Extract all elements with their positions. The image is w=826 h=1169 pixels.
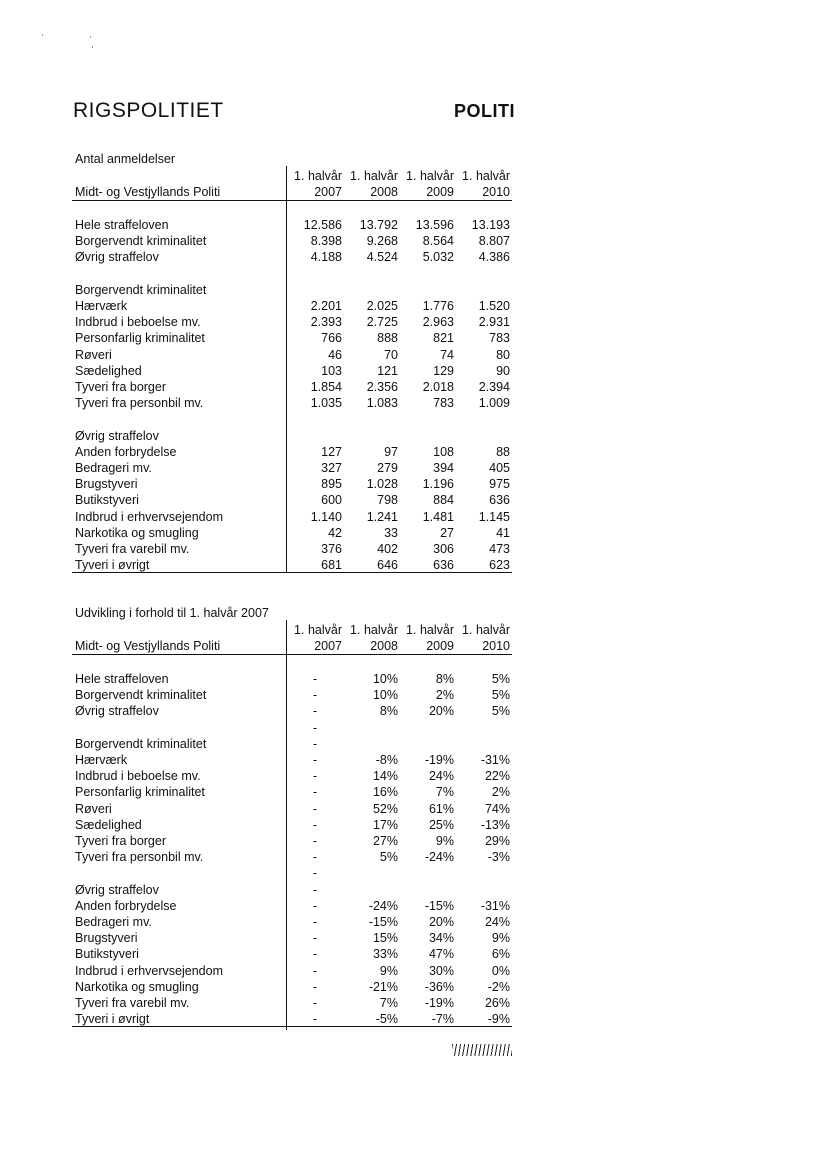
row-value: 15% (372, 931, 398, 946)
row-value: 74% (484, 801, 510, 816)
column-header-year: 2010 (482, 185, 510, 199)
row-label: Borgervendt kriminalitet (75, 736, 207, 751)
row-value: 884 (433, 493, 454, 508)
table-row (72, 428, 512, 444)
table-row (72, 946, 512, 962)
row-value: 42 (328, 525, 342, 540)
table-row (72, 249, 512, 265)
row-value: 1.083 (366, 396, 398, 411)
row-value: 108 (433, 444, 454, 459)
region-name: Midt- og Vestjyllands Politi (75, 639, 221, 653)
column-header-line1: 1. halvår (462, 623, 510, 637)
row-value: 14% (372, 769, 398, 784)
column-header-line1: 1. halvår (406, 169, 454, 183)
row-value: 2% (435, 688, 454, 703)
row-label: Borgervendt kriminalitet (75, 282, 207, 297)
row-value: -21% (368, 979, 398, 994)
table-row (72, 379, 512, 395)
row-value: 600 (321, 493, 342, 508)
row-label: Bedrageri mv. (75, 915, 152, 929)
table-row (72, 282, 512, 298)
row-label: Røveri (75, 801, 112, 816)
table-row (72, 703, 512, 719)
column-header-year: 2010 (482, 639, 510, 653)
header-rule (72, 654, 512, 655)
row-label: Borgervendt kriminalitet (75, 234, 207, 249)
row-value: 0% (491, 963, 510, 978)
row-value: 975 (489, 477, 510, 492)
table-row (72, 460, 512, 476)
row-value: -5% (375, 1012, 398, 1027)
column-header-line1: 1. halvår (462, 169, 510, 183)
table-row (72, 492, 512, 508)
row-value: 70 (384, 347, 398, 362)
row-value: 5% (379, 850, 398, 865)
table-row (72, 233, 512, 249)
row-value: - (312, 931, 318, 946)
row-value: - (312, 866, 318, 881)
table-row (72, 363, 512, 379)
row-label: Tyveri fra personbil mv. (75, 396, 204, 411)
row-value: 473 (489, 542, 510, 556)
row-value: 52% (372, 801, 398, 816)
row-value: 16% (372, 785, 398, 800)
row-value: -24% (424, 850, 454, 865)
row-value: 34% (428, 931, 454, 946)
row-label: Tyveri fra varebil mv. (75, 996, 190, 1010)
table-row (72, 217, 512, 233)
row-value: - (312, 720, 318, 735)
row-value: -7% (431, 1012, 454, 1027)
row-value: -31% (480, 753, 510, 767)
row-value: - (312, 898, 318, 913)
table-row (72, 687, 512, 703)
row-label: Butikstyveri (75, 947, 139, 962)
row-label: Narkotika og smugling (75, 979, 199, 994)
row-label: Brugstyveri (75, 477, 138, 492)
row-value: 10% (372, 688, 398, 703)
row-value: -15% (424, 898, 454, 913)
table-row (72, 849, 512, 865)
row-value: 8% (435, 672, 454, 686)
table-row (72, 898, 512, 914)
table-row (72, 411, 512, 427)
row-value: 783 (489, 331, 510, 346)
row-value: 7% (435, 785, 454, 800)
row-value: 5.032 (422, 250, 454, 265)
column-header-year: 2009 (426, 185, 454, 199)
row-label: Tyveri i øvrigt (75, 1012, 150, 1027)
row-value: -36% (424, 979, 454, 994)
row-value: 306 (433, 542, 454, 556)
row-value: 9% (435, 834, 454, 848)
table-row (72, 865, 512, 881)
politi-logo: POLITI (454, 101, 515, 121)
row-value: 1.196 (422, 477, 454, 492)
row-value: 90 (496, 363, 510, 378)
row-value: 5% (491, 672, 510, 686)
row-value: 26% (484, 996, 510, 1010)
table-row (72, 736, 512, 752)
row-label: Øvrig straffelov (75, 250, 159, 265)
row-value: 9% (379, 963, 398, 978)
row-value: 2.725 (366, 315, 398, 330)
row-label: Hele straffeloven (75, 218, 169, 232)
row-value: - (312, 753, 318, 767)
row-value: 121 (377, 363, 398, 378)
table-row (72, 671, 512, 687)
row-value: 4.386 (478, 250, 510, 265)
row-value: 10% (372, 672, 398, 686)
table-row (72, 752, 512, 768)
row-value: 646 (377, 558, 398, 573)
row-label: Narkotika og smugling (75, 525, 199, 540)
row-value: 6% (491, 947, 510, 962)
table-row (72, 930, 512, 946)
row-label: Indbrud i erhvervsejendom (75, 509, 223, 524)
row-value: 5% (491, 688, 510, 703)
row-value: 127 (321, 444, 342, 459)
row-value: - (312, 882, 318, 897)
row-value: 2.963 (422, 315, 454, 330)
row-label: Indbrud i erhvervsejendom (75, 963, 223, 978)
row-label: Anden forbrydelse (75, 898, 177, 913)
row-value: 1.140 (310, 509, 342, 524)
row-value: 24% (428, 769, 454, 784)
column-header-line1: 1. halvår (350, 623, 398, 637)
row-value: 13.596 (415, 218, 454, 232)
row-value: - (312, 834, 318, 848)
row-value: 103 (321, 363, 342, 378)
row-value: 376 (321, 542, 342, 556)
column-header-line1: 1. halvår (294, 623, 342, 637)
column-header-line1: 1. halvår (406, 623, 454, 637)
column-header-year: 2007 (314, 185, 342, 199)
row-label: Hærværk (75, 299, 128, 313)
row-value: 7% (379, 996, 398, 1010)
row-label: Hele straffeloven (75, 672, 169, 686)
row-value: 5% (491, 704, 510, 719)
row-value: 636 (489, 493, 510, 508)
row-value: -15% (368, 915, 398, 929)
scan-artifact (42, 34, 43, 36)
row-value: 47% (428, 947, 454, 962)
row-value: 41 (496, 525, 510, 540)
row-value: - (312, 688, 318, 703)
table-row (72, 330, 512, 346)
row-value: 27% (372, 834, 398, 848)
row-value: 129 (433, 363, 454, 378)
row-value: -2% (487, 979, 510, 994)
row-value: 798 (377, 493, 398, 508)
row-value: -3% (487, 850, 510, 865)
row-value: 2.931 (478, 315, 510, 330)
row-value: 1.520 (478, 299, 510, 313)
table-row (72, 347, 512, 363)
row-value: -31% (480, 898, 510, 913)
row-label: Butikstyveri (75, 493, 139, 508)
row-value: 61% (428, 801, 454, 816)
row-value: 1.009 (478, 396, 510, 411)
row-label: Personfarlig kriminalitet (75, 331, 205, 346)
table-row (72, 979, 512, 995)
table-caption: Antal anmeldelser (75, 152, 176, 166)
table-row (72, 914, 512, 930)
header-rule (72, 200, 512, 201)
row-value: 46 (328, 347, 342, 362)
row-label: Tyveri fra varebil mv. (75, 542, 190, 556)
table-row (72, 1011, 512, 1027)
row-label: Personfarlig kriminalitet (75, 785, 205, 800)
row-label: Øvrig straffelov (75, 704, 159, 719)
footer-hatch-mark (452, 1044, 512, 1056)
row-value: -9% (487, 1012, 510, 1027)
row-value: 9.268 (366, 234, 398, 249)
table-row (72, 817, 512, 833)
row-value: 25% (428, 817, 454, 832)
row-label: Borgervendt kriminalitet (75, 688, 207, 703)
row-value: 1.028 (366, 477, 398, 492)
row-value: 12.586 (303, 218, 342, 232)
row-value: 8.398 (310, 234, 342, 249)
column-header-line1: 1. halvår (294, 169, 342, 183)
row-value: -19% (424, 996, 454, 1010)
row-value: 2.356 (366, 380, 398, 394)
row-label: Øvrig straffelov (75, 882, 159, 897)
row-value: 821 (433, 331, 454, 346)
row-value: 80 (496, 347, 510, 362)
table-row (72, 266, 512, 282)
row-value: 2.394 (478, 380, 510, 394)
row-value: 279 (377, 461, 398, 475)
row-value: - (312, 785, 318, 800)
table-row (72, 525, 512, 541)
row-value: 74 (440, 347, 454, 362)
table-row (72, 720, 512, 736)
row-label: Bedrageri mv. (75, 461, 152, 475)
row-value: 9% (491, 931, 510, 946)
row-value: 327 (321, 461, 342, 475)
row-value: 1.145 (478, 509, 510, 524)
scan-artifact (92, 46, 93, 48)
row-label: Sædelighed (75, 363, 142, 378)
row-value: 20% (428, 704, 454, 719)
row-value: - (312, 736, 318, 751)
row-value: 1.481 (422, 509, 454, 524)
row-value: 24% (484, 915, 510, 929)
row-label: Hærværk (75, 753, 128, 767)
table-row (72, 298, 512, 314)
row-value: -13% (480, 817, 510, 832)
table-row (72, 963, 512, 979)
row-value: - (312, 817, 318, 832)
row-value: 22% (484, 769, 510, 784)
row-label: Indbrud i beboelse mv. (75, 769, 201, 784)
row-value: 8.564 (422, 234, 454, 249)
column-header-year: 2008 (370, 639, 398, 653)
row-label: Anden forbrydelse (75, 444, 177, 459)
row-value: 888 (377, 331, 398, 346)
row-value: 766 (321, 331, 342, 346)
row-value: 623 (489, 558, 510, 573)
row-value: -24% (368, 898, 398, 913)
table-row (72, 541, 512, 557)
row-label: Tyveri fra borger (75, 834, 167, 848)
table-row (72, 395, 512, 411)
row-value: 97 (384, 444, 398, 459)
column-header-year: 2008 (370, 185, 398, 199)
row-value: 402 (377, 542, 398, 556)
table-row (72, 557, 512, 573)
row-value: - (312, 996, 318, 1010)
row-value: 13.792 (359, 218, 398, 232)
row-value: 394 (433, 461, 454, 475)
row-value: - (312, 979, 318, 994)
row-value: - (312, 947, 318, 962)
row-value: - (312, 769, 318, 784)
table-row (72, 801, 512, 817)
row-value: 1.241 (366, 509, 398, 524)
column-header-line1: 1. halvår (350, 169, 398, 183)
row-value: 4.524 (366, 250, 398, 265)
row-value: 1.854 (310, 380, 342, 394)
row-label: Tyveri i øvrigt (75, 558, 150, 573)
row-label: Tyveri fra personbil mv. (75, 850, 204, 865)
row-value: 2.201 (310, 299, 342, 313)
column-header-year: 2009 (426, 639, 454, 653)
row-value: 783 (433, 396, 454, 411)
row-label: Røveri (75, 347, 112, 362)
row-value: 13.193 (471, 218, 510, 232)
row-value: 2.393 (310, 315, 342, 330)
row-value: - (312, 915, 318, 929)
row-value: 27 (440, 525, 454, 540)
table-row (72, 882, 512, 898)
row-value: 33% (372, 947, 398, 962)
row-value: 895 (321, 477, 342, 492)
row-value: 17% (372, 817, 398, 832)
row-value: 20% (428, 915, 454, 929)
row-value: 30% (428, 963, 454, 978)
row-label: Øvrig straffelov (75, 428, 159, 443)
row-label: Indbrud i beboelse mv. (75, 315, 201, 330)
table-row (72, 444, 512, 460)
table-row (72, 784, 512, 800)
column-header-year: 2007 (314, 639, 342, 653)
table-row (72, 995, 512, 1011)
row-value: 88 (496, 444, 510, 459)
row-value: 1.035 (310, 396, 342, 411)
row-label: Sædelighed (75, 817, 142, 832)
row-value: -19% (424, 753, 454, 767)
row-value: 8% (379, 704, 398, 719)
row-value: 29% (484, 834, 510, 848)
row-value: 2.025 (366, 299, 398, 313)
table-row (72, 476, 512, 492)
row-value: - (312, 672, 318, 686)
row-value: - (312, 704, 318, 719)
row-value: - (312, 801, 318, 816)
scan-artifact (90, 36, 91, 38)
table-caption: Udvikling i forhold til 1. halvår 2007 (75, 606, 269, 620)
row-value: 681 (321, 558, 342, 573)
row-value: 405 (489, 461, 510, 475)
row-value: 2% (491, 785, 510, 800)
organization-name: RIGSPOLITIET (73, 99, 224, 122)
table-row (72, 833, 512, 849)
row-value: - (312, 963, 318, 978)
row-label: Brugstyveri (75, 931, 138, 946)
region-name: Midt- og Vestjyllands Politi (75, 185, 221, 199)
row-label: Tyveri fra borger (75, 380, 167, 394)
table-row (72, 509, 512, 525)
table-row (72, 768, 512, 784)
row-value: 8.807 (478, 234, 510, 249)
row-value: 33 (384, 525, 398, 540)
row-value: - (312, 850, 318, 865)
row-value: -8% (375, 753, 398, 767)
table-row (72, 314, 512, 330)
row-value: 1.776 (422, 299, 454, 313)
row-value: 2.018 (422, 380, 454, 394)
row-value: - (312, 1012, 318, 1027)
row-value: 4.188 (310, 250, 342, 265)
row-value: 636 (433, 558, 454, 573)
